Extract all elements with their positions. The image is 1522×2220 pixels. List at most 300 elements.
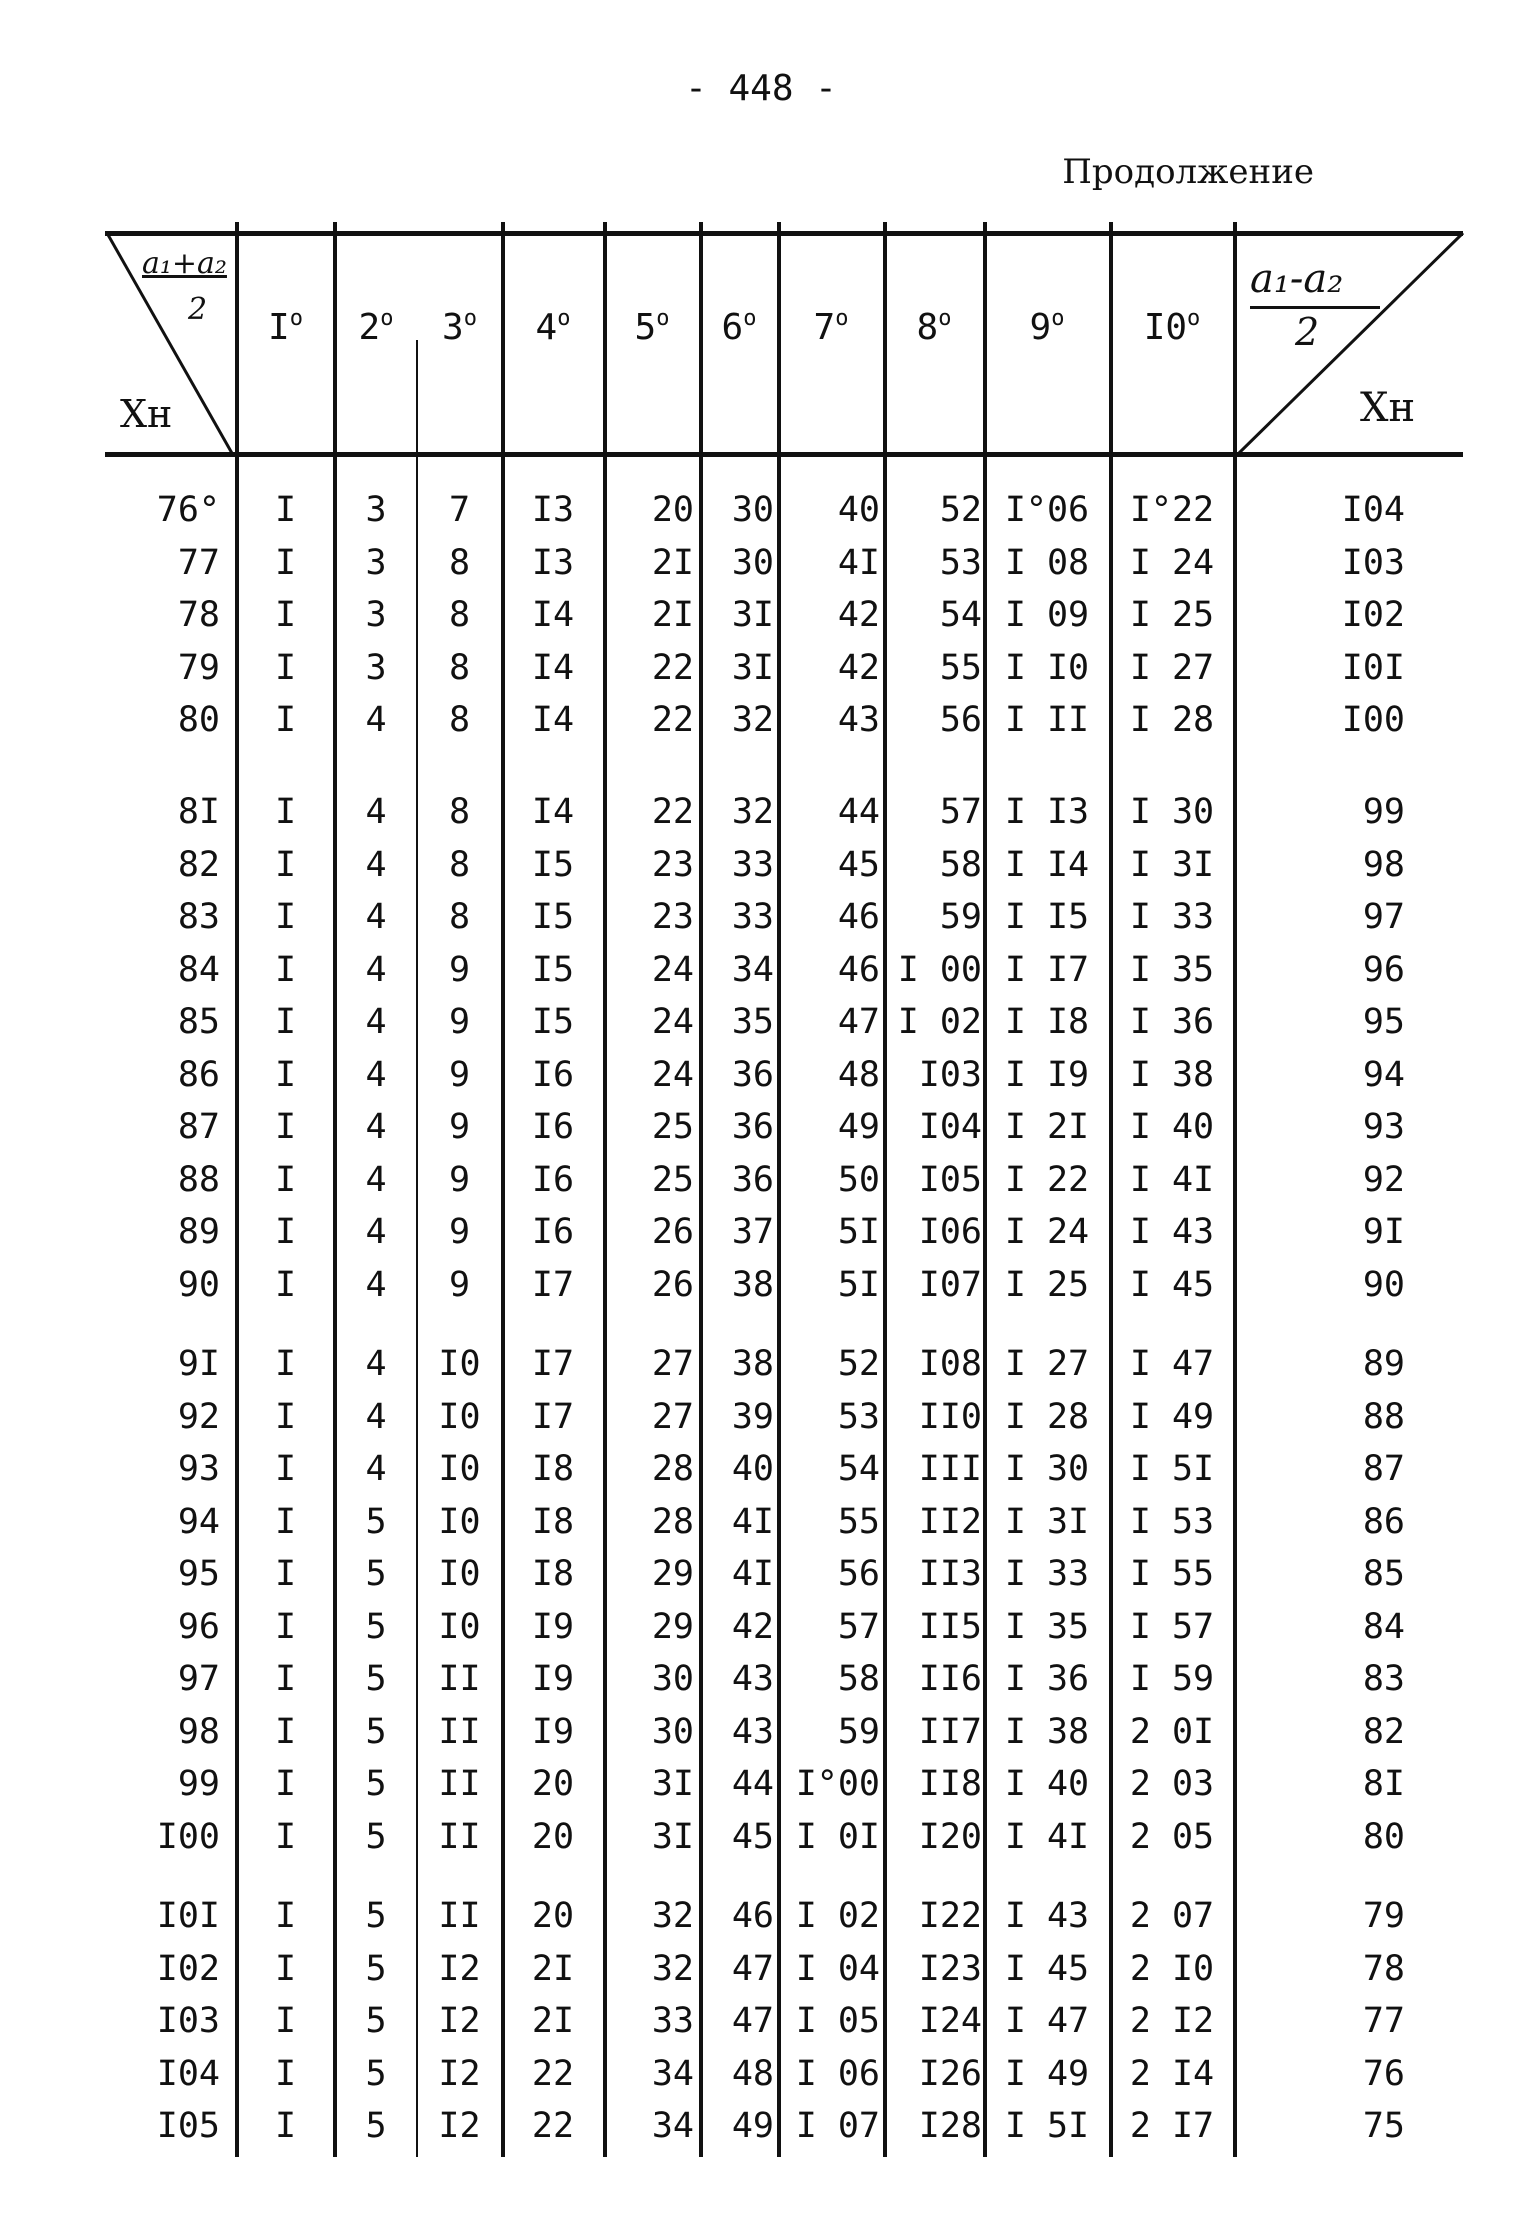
cell-deg8: I22 [918,1896,982,1936]
cell-deg2: 5 [365,1606,387,1647]
cell-deg8: II0 [918,1396,982,1437]
cell-xn-right: 95 [1362,1002,1405,1042]
left-corner-numerator: a₁+a₂ [142,246,227,281]
cell-deg6: 33 [731,844,774,885]
cell-deg3: 8 [448,844,471,885]
cell-xn-right: 83 [1362,1659,1405,1699]
col-header-6: 6$^o$ [721,306,757,348]
cell-deg10: I 5I [1129,1449,1215,1489]
cell-deg1: I [274,1449,297,1489]
cell-deg8: I20 [918,1816,982,1857]
cell-deg10: I 53 [1129,1501,1215,1542]
cell-deg9: I 08 [1004,542,1090,583]
cell-xn-left: I02 [156,1948,220,1989]
cell-deg4: I8 [531,1449,575,1489]
cell-deg1: I [274,2001,297,2041]
cell-deg4: 22 [531,2053,575,2094]
cell-deg7: 5I [837,1212,880,1252]
cell-deg9: I I8 [1004,1002,1090,1042]
cell-deg1: I [274,1896,297,1936]
cell-deg7: 56 [837,1554,880,1594]
cell-deg7: I 05 [795,2001,880,2041]
cell-deg9: I 33 [1004,1554,1090,1594]
cell-deg7: 42 [837,595,880,635]
cell-xn-left: 77 [177,542,220,583]
cell-deg2: 4 [365,844,387,885]
cell-deg7: 46 [837,949,880,990]
col-header-9: 9$^o$ [1029,306,1065,348]
cell-deg7: I°00 [795,1764,880,1804]
cell-deg7: 44 [837,792,880,832]
cell-xn-right: 99 [1362,792,1405,832]
cell-xn-left: 76° [156,490,220,530]
cell-deg1: I [274,1002,297,1042]
cell-deg5: 28 [651,1501,694,1542]
cell-deg8: 52 [939,490,982,530]
cell-deg9: I 30 [1004,1449,1090,1489]
cell-xn-left: I05 [156,2106,220,2146]
cell-deg9: I 5I [1004,2106,1090,2146]
cell-deg9: I 36 [1004,1659,1090,1699]
cell-xn-right: 98 [1362,844,1405,885]
cell-deg5: 24 [651,949,694,990]
cell-deg7: I 0I [795,1816,880,1857]
cell-deg9: I 40 [1004,1764,1090,1804]
cell-deg1: I [274,1212,297,1252]
cell-deg3: 8 [448,700,471,740]
cell-xn-right: 86 [1362,1501,1405,1542]
cell-deg1: I [274,2053,297,2094]
cell-deg10: I 43 [1129,1212,1215,1252]
cell-xn-right: 8I [1362,1764,1405,1804]
cell-deg1: I [274,1501,297,1542]
cell-deg3: I0 [438,1554,481,1594]
cell-xn-left: 83 [177,897,220,937]
table-row [0,1154,1522,1206]
table-row [0,1811,1522,1863]
cell-deg10: I 40 [1129,1107,1215,1147]
cell-deg6: 33 [731,897,774,937]
cell-deg9: I I9 [1004,1054,1090,1095]
cell-deg8: 59 [939,897,982,937]
cell-deg3: 9 [448,1054,471,1095]
cell-deg5: 26 [651,1212,694,1252]
cell-deg5: 23 [651,897,694,937]
table-row [0,694,1522,746]
cell-deg7: 4I [837,542,880,583]
cell-deg4: 20 [531,1816,575,1857]
cell-xn-right: 80 [1362,1816,1405,1857]
cell-deg3: I0 [438,1501,481,1542]
cell-deg6: 46 [731,1896,774,1936]
cell-xn-left: 79 [177,647,220,688]
cell-deg9: I I5 [1004,897,1090,937]
cell-xn-left: 86 [177,1054,220,1095]
cell-deg4: I8 [531,1554,575,1594]
cell-deg5: 34 [651,2106,694,2146]
table-row [0,996,1522,1048]
cell-xn-left: 96 [177,1606,220,1647]
cell-deg10: I 4I [1129,1159,1215,1200]
cell-deg4: I9 [531,1606,575,1647]
table-row [0,2100,1522,2152]
cell-xn-right: 85 [1362,1554,1405,1594]
cell-deg10: 2 I0 [1129,1948,1215,1989]
cell-xn-left: 78 [177,595,220,635]
cell-deg6: 42 [731,1606,774,1647]
cell-deg5: 27 [651,1396,694,1437]
cell-deg2: 3 [365,542,387,583]
cell-deg1: I [274,1264,297,1305]
left-corner-row-label: Xн [120,392,173,436]
cell-deg9: I I0 [1004,647,1090,688]
cell-deg7: 40 [837,490,880,530]
right-corner-numerator: a₁-a₂ [1250,256,1344,302]
cell-deg3: 8 [448,792,471,832]
cell-deg10: I 45 [1129,1264,1215,1305]
cell-deg2: 4 [365,700,387,740]
cell-deg5: 24 [651,1002,694,1042]
cell-deg4: I4 [531,647,575,688]
cell-xn-right: 77 [1362,2001,1405,2041]
cell-deg9: I I7 [1004,949,1090,990]
cell-deg10: I 38 [1129,1054,1215,1095]
cell-deg10: I 28 [1129,700,1215,740]
cell-xn-left: 9I [177,1344,220,1384]
cell-deg2: 5 [365,1896,387,1936]
table-row [0,1101,1522,1153]
cell-deg4: I6 [531,1159,575,1200]
cell-xn-left: 92 [177,1396,220,1437]
cell-xn-left: 87 [177,1107,220,1147]
cell-deg2: 3 [365,647,387,688]
cell-xn-right: 88 [1362,1396,1405,1437]
cell-deg10: I 59 [1129,1659,1215,1699]
cell-deg8: II2 [918,1501,982,1542]
cell-xn-right: I0I [1341,647,1405,688]
cell-deg8: I08 [918,1344,982,1384]
cell-deg4: I8 [531,1501,575,1542]
cell-deg1: I [274,1159,297,1200]
cell-deg5: 34 [651,2053,694,2094]
cell-deg2: 4 [365,792,387,832]
cell-xn-left: 82 [177,844,220,885]
cell-deg5: 27 [651,1344,694,1384]
table-row [0,2048,1522,2100]
cell-deg7: 49 [837,1107,880,1147]
cell-deg10: I 35 [1129,949,1215,990]
cell-deg6: 39 [731,1396,774,1437]
cell-deg4: I9 [531,1659,575,1699]
cell-deg4: I4 [531,792,575,832]
cell-deg7: 47 [837,1002,880,1042]
table-row [0,839,1522,891]
cell-deg2: 4 [365,1396,387,1437]
right-corner-row-label: Xн [1360,385,1416,431]
cell-deg4: 2I [531,1948,575,1989]
cell-deg8: II8 [918,1764,982,1804]
cell-deg1: I [274,2106,297,2146]
cell-deg6: 36 [731,1107,774,1147]
cell-deg2: 4 [365,1212,387,1252]
cell-deg5: 32 [651,1948,694,1989]
cell-deg10: I 49 [1129,1396,1215,1437]
table-row [0,1601,1522,1653]
cell-deg9: I 27 [1004,1344,1090,1384]
cell-deg1: I [274,490,297,530]
cell-xn-right: I00 [1341,700,1405,740]
table-row [0,642,1522,694]
cell-xn-left: I00 [156,1816,220,1857]
cell-deg1: I [274,1711,297,1752]
cell-deg3: 9 [448,1159,471,1200]
cell-deg8: II6 [918,1659,982,1699]
cell-deg5: 32 [651,1896,694,1936]
cell-deg3: II [438,1659,481,1699]
cell-deg5: 33 [651,2001,694,2041]
cell-deg1: I [274,1344,297,1384]
cell-xn-right: 75 [1362,2106,1405,2146]
cell-xn-right: 93 [1362,1107,1405,1147]
cell-xn-left: 99 [177,1764,220,1804]
cell-deg7: I 02 [795,1896,880,1936]
cell-deg1: I [274,1816,297,1857]
cell-deg4: I4 [531,700,575,740]
cell-deg3: 7 [448,490,471,530]
cell-deg10: I 27 [1129,647,1215,688]
cell-deg3: II [438,1896,481,1936]
cell-deg9: I 47 [1004,2001,1090,2041]
cell-deg3: I0 [438,1606,481,1647]
cell-deg5: 29 [651,1606,694,1647]
left-corner-denominator: 2 [188,292,208,327]
cell-deg1: I [274,844,297,885]
col-header-8: 8$^o$ [916,306,952,348]
cell-deg7: 59 [837,1711,880,1752]
cell-deg1: I [274,700,297,740]
cell-deg5: 25 [651,1107,694,1147]
cell-xn-right: 96 [1362,949,1405,990]
cell-deg6: 30 [731,490,774,530]
cell-xn-left: 95 [177,1554,220,1594]
cell-xn-left: 98 [177,1711,220,1752]
cell-xn-right: 89 [1362,1344,1405,1384]
cell-deg9: I 22 [1004,1159,1090,1200]
cell-deg7: 46 [837,897,880,937]
cell-deg6: 47 [731,1948,774,1989]
cell-deg1: I [274,1659,297,1699]
cell-deg10: I 3I [1129,844,1215,885]
cell-deg5: 20 [651,490,694,530]
col-header-5: 5$^o$ [634,306,670,348]
cell-deg2: 4 [365,1054,387,1095]
cell-deg2: 4 [365,1107,387,1147]
cell-xn-left: 8I [177,792,220,832]
cell-xn-left: I04 [156,2053,220,2094]
col-header-2: 2$^o$ [358,306,394,348]
cell-deg4: I7 [531,1264,575,1305]
cell-deg6: 43 [731,1711,774,1752]
table-row [0,1943,1522,1995]
table-row [0,1391,1522,1443]
cell-deg5: 29 [651,1554,694,1594]
cell-deg1: I [274,1554,297,1594]
cell-deg10: I 25 [1129,595,1215,635]
cell-deg6: 36 [731,1159,774,1200]
cell-deg2: 4 [365,1344,387,1384]
cell-deg2: 5 [365,2001,387,2041]
cell-deg7: 50 [837,1159,880,1200]
cell-deg2: 4 [365,1159,387,1200]
cell-deg9: I°06 [1004,490,1090,530]
cell-xn-left: 89 [177,1212,220,1252]
cell-xn-left: I0I [156,1896,220,1936]
cell-deg5: 25 [651,1159,694,1200]
cell-deg1: I [274,647,297,688]
cell-deg3: 9 [448,1212,471,1252]
cell-deg7: 54 [837,1449,880,1489]
cell-deg2: 5 [365,1501,387,1542]
cell-deg5: 30 [651,1711,694,1752]
cell-deg1: I [274,792,297,832]
cell-deg8: I03 [918,1054,982,1095]
cell-deg6: 35 [731,1002,774,1042]
cell-deg8: I06 [918,1212,982,1252]
table-row [0,1049,1522,1101]
cell-xn-right: I04 [1341,490,1405,530]
table-row [0,484,1522,536]
cell-deg9: I 35 [1004,1606,1090,1647]
cell-deg9: I 45 [1004,1948,1090,1989]
table-row [0,1259,1522,1311]
cell-xn-right: 84 [1362,1606,1405,1647]
cell-deg6: 40 [731,1449,774,1489]
cell-xn-left: I03 [156,2001,220,2041]
cell-deg5: 22 [651,700,694,740]
cell-deg9: I 09 [1004,595,1090,635]
cell-deg2: 5 [365,2106,387,2146]
cell-deg3: 9 [448,1264,471,1305]
cell-xn-left: 84 [177,949,220,990]
cell-deg8: I05 [918,1159,982,1200]
table-row [0,1338,1522,1390]
cell-deg2: 3 [365,490,387,530]
cell-deg8: II7 [918,1711,982,1752]
cell-deg7: 53 [837,1396,880,1437]
table-row [0,1758,1522,1810]
cell-deg6: 49 [731,2106,774,2146]
cell-xn-left: 90 [177,1264,220,1305]
cell-deg8: 56 [939,700,982,740]
cell-deg4: I7 [531,1344,575,1384]
table-row [0,1706,1522,1758]
cell-deg3: I0 [438,1449,481,1489]
cell-deg8: I28 [918,2106,982,2146]
cell-deg7: 55 [837,1501,880,1542]
cell-deg3: I2 [438,2106,481,2146]
cell-deg6: 3I [731,595,774,635]
cell-deg4: I9 [531,1711,575,1752]
cell-deg3: 9 [448,1107,471,1147]
cell-deg8: 57 [939,792,982,832]
cell-deg2: 4 [365,1002,387,1042]
cell-deg8: II3 [918,1554,982,1594]
cell-deg8: I07 [918,1264,982,1305]
cell-deg3: 8 [448,647,471,688]
cell-deg9: I 3I [1004,1501,1090,1542]
cell-deg3: I2 [438,2001,481,2041]
cell-deg7: 58 [837,1659,880,1699]
cell-xn-right: 94 [1362,1054,1405,1095]
continuation-caption: Продолжение [1062,152,1314,192]
cell-deg4: I4 [531,595,575,635]
cell-deg2: 5 [365,1711,387,1752]
cell-deg3: I0 [438,1344,481,1384]
cell-deg7: 48 [837,1054,880,1095]
cell-xn-right: 78 [1362,1948,1405,1989]
cell-deg6: 4I [731,1501,774,1542]
cell-deg4: 20 [531,1896,575,1936]
cell-deg4: 22 [531,2106,575,2146]
cell-deg7: 57 [837,1606,880,1647]
cell-xn-left: 80 [177,700,220,740]
cell-deg3: II [438,1711,481,1752]
table-row [0,786,1522,838]
cell-deg8: 58 [939,844,982,885]
col-header-3: 3$^o$ [442,306,477,348]
cell-deg7: 42 [837,647,880,688]
table-row [0,537,1522,589]
cell-deg2: 3 [365,595,387,635]
cell-deg2: 5 [365,1554,387,1594]
cell-xn-left: 93 [177,1449,220,1489]
table-row [0,891,1522,943]
cell-deg4: I5 [531,1002,575,1042]
cell-deg6: 47 [731,2001,774,2041]
right-corner-fraction-bar [1250,306,1380,309]
col-header-4: 4$^o$ [535,306,571,348]
cell-deg1: I [274,595,297,635]
cell-deg2: 5 [365,2053,387,2094]
cell-deg4: I6 [531,1054,575,1095]
cell-deg6: 36 [731,1054,774,1095]
cell-deg9: I II [1004,700,1090,740]
cell-deg8: I26 [918,2053,982,2094]
cell-deg1: I [274,1606,297,1647]
cell-xn-right: 92 [1362,1159,1405,1200]
cell-deg10: I 55 [1129,1554,1215,1594]
col-header-10: I0$^o$ [1143,306,1201,348]
cell-deg3: I2 [438,1948,481,1989]
cell-deg3: 9 [448,949,471,990]
cell-deg9: I 38 [1004,1711,1090,1752]
cell-deg5: 23 [651,844,694,885]
cell-deg10: I 24 [1129,542,1215,583]
table-row [0,1496,1522,1548]
cell-deg4: I5 [531,844,575,885]
cell-deg2: 5 [365,1764,387,1804]
cell-deg2: 4 [365,1449,387,1489]
cell-deg10: 2 I7 [1129,2106,1215,2146]
cell-deg10: 2 03 [1129,1764,1215,1804]
cell-deg4: I5 [531,949,575,990]
cell-deg2: 4 [365,949,387,990]
cell-deg10: I 57 [1129,1606,1215,1647]
cell-deg5: 22 [651,647,694,688]
cell-deg1: I [274,1396,297,1437]
cell-deg10: 2 07 [1129,1896,1215,1936]
cell-deg6: 44 [731,1764,774,1804]
